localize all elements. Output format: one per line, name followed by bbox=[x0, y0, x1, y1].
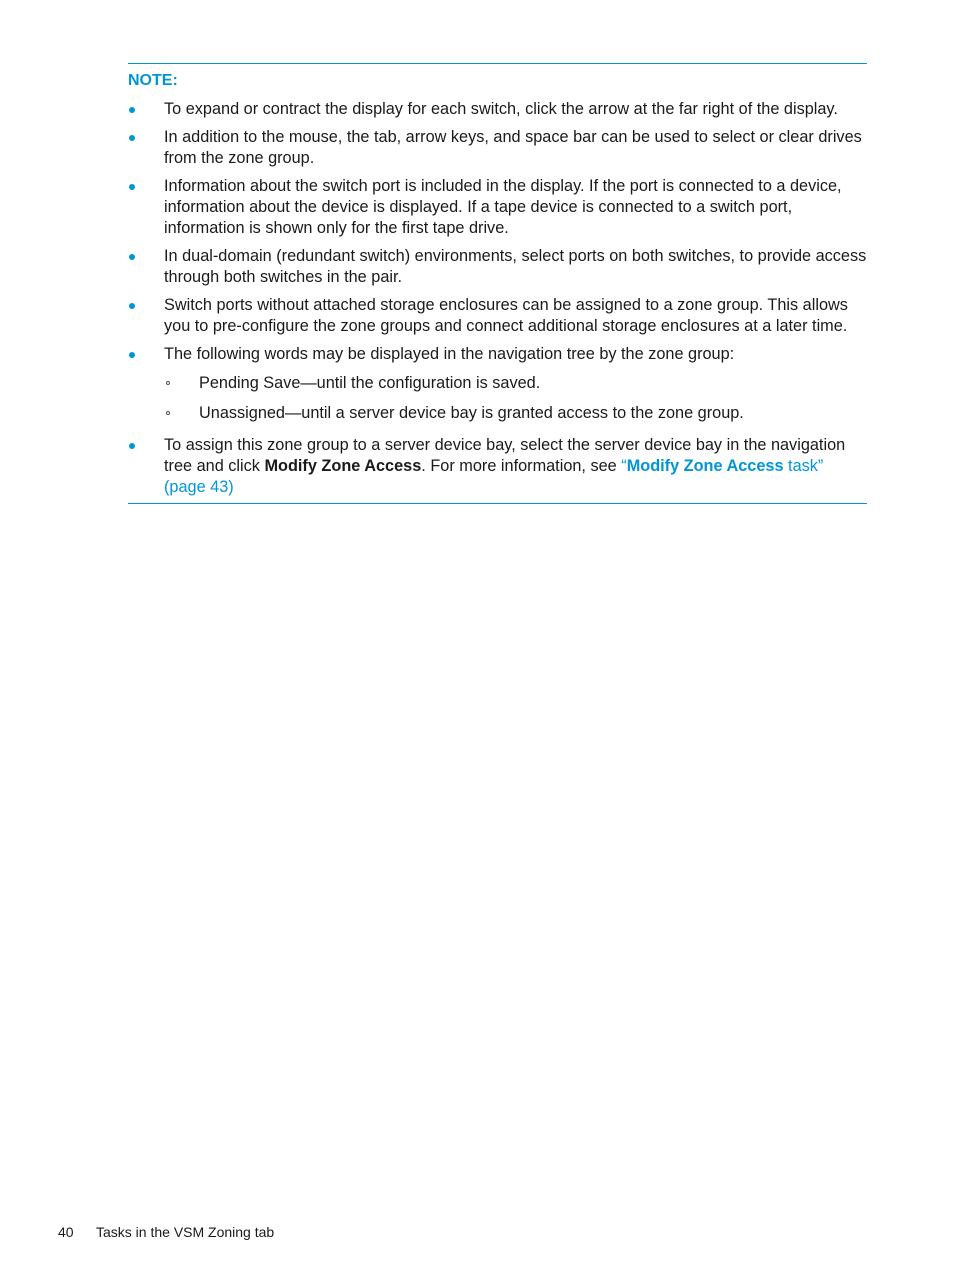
circle-bullet-icon bbox=[166, 411, 170, 415]
sub-list bbox=[164, 373, 867, 423]
link-rest-text: task” (page 43) bbox=[164, 457, 824, 496]
bullet-icon bbox=[129, 303, 135, 309]
note-box bbox=[128, 63, 867, 504]
list-item bbox=[128, 344, 867, 423]
list-item bbox=[128, 127, 867, 169]
list-item bbox=[128, 295, 867, 337]
sub-list-item-text: Pending Save—until the configuration is saved. bbox=[199, 374, 541, 393]
sub-list-item bbox=[164, 373, 867, 394]
bullet-icon bbox=[129, 107, 135, 113]
list-item-text: Information about the switch port is included in the display. If the port is connected to a device, information about the device is displayed. If a tape device is connected to a switch port, information is shown only for the first tape drive. bbox=[164, 177, 842, 237]
link-bold-text: Modify Zone Access bbox=[626, 457, 784, 476]
page-number: 40 bbox=[58, 1224, 74, 1240]
footer-section-title: Tasks in the VSM Zoning tab bbox=[96, 1224, 275, 1240]
list-item-text: Switch ports without attached storage enclosures can be assigned to a zone group. This allows you to pre-configure the zone groups and connect additional storage enclosures at a later time. bbox=[164, 296, 848, 336]
note-label: NOTE: bbox=[128, 72, 178, 89]
list-item-text: The following words may be displayed in the navigation tree by the zone group: bbox=[164, 345, 735, 364]
bullet-icon bbox=[129, 184, 135, 190]
bullet-icon bbox=[129, 135, 135, 141]
list-item bbox=[128, 246, 867, 288]
list-item-text: In dual-domain (redundant switch) environments, select ports on both switches, to provide access through both switches in the pair. bbox=[164, 247, 867, 287]
list-item-text-middle: . For more information, see bbox=[421, 457, 622, 476]
modify-zone-access-emphasis: Modify Zone Access bbox=[264, 457, 422, 476]
page-footer bbox=[58, 1222, 274, 1242]
bullet-icon bbox=[129, 443, 135, 449]
list-item-text: In addition to the mouse, the tab, arrow keys, and space bar can be used to select or clear drives from the zone group. bbox=[164, 128, 862, 168]
list-item-text: To expand or contract the display for each switch, click the arrow at the far right of the display. bbox=[164, 100, 838, 118]
list-item bbox=[128, 435, 867, 497]
list-item-text-start: To assign this zone group to a server device bay, select the server device bay in the navigation tree and click bbox=[164, 436, 846, 476]
list-item bbox=[128, 99, 867, 120]
list-item bbox=[128, 176, 867, 238]
sub-list-item-text: Unassigned—until a server device bay is granted access to the zone group. bbox=[199, 403, 744, 422]
bullet-icon bbox=[129, 254, 135, 260]
sub-list-item bbox=[164, 403, 867, 424]
link-open-quote: “ bbox=[621, 457, 627, 476]
note-bullet-list bbox=[128, 99, 867, 498]
bullet-icon bbox=[129, 352, 135, 358]
circle-bullet-icon bbox=[166, 381, 170, 385]
